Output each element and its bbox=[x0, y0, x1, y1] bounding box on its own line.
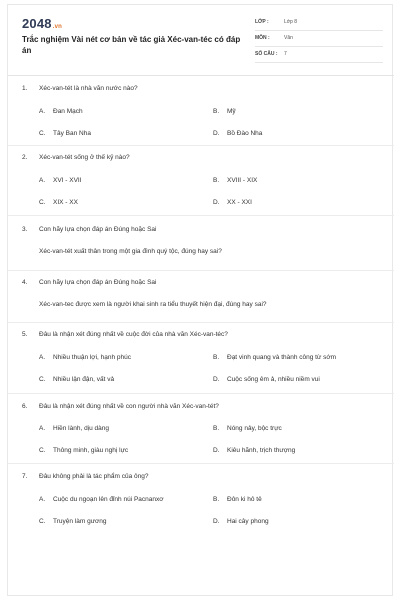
document-header bbox=[8, 5, 394, 73]
question-divider bbox=[8, 322, 394, 323]
option-text: Hiền lành, dịu dàng bbox=[53, 425, 110, 432]
option-letter: A. bbox=[39, 425, 46, 432]
question-divider bbox=[8, 215, 394, 216]
question-prompt: Xéc-van-tét là nhà văn nước nào? bbox=[39, 85, 138, 92]
option-letter: C. bbox=[39, 376, 46, 383]
option-letter: A. bbox=[39, 354, 46, 361]
meta-row-count bbox=[255, 48, 383, 63]
option-text: Nóng nảy, bộc trực bbox=[227, 425, 282, 432]
logo-suffix: .vn bbox=[52, 24, 63, 30]
option-text: Đôn ki hô tê bbox=[227, 496, 262, 503]
question-text bbox=[22, 226, 156, 233]
option-text: Nhiều lận đận, vất vả bbox=[53, 376, 115, 383]
option-b[interactable] bbox=[213, 354, 336, 361]
question-text bbox=[22, 154, 130, 161]
option-b[interactable] bbox=[213, 177, 257, 184]
option-text: Thông minh, giàu nghị lực bbox=[53, 447, 129, 454]
option-text: Truyện làm gương bbox=[53, 518, 107, 525]
question-divider bbox=[8, 145, 394, 146]
option-text: Đan Mạch bbox=[53, 108, 83, 115]
option-c[interactable] bbox=[39, 376, 114, 383]
question-prompt: Con hãy lựa chọn đáp án Đúng hoặc Sai bbox=[39, 226, 157, 233]
meta-value: Lớp 8 bbox=[284, 19, 298, 25]
option-c[interactable] bbox=[39, 199, 78, 206]
option-letter: B. bbox=[213, 354, 220, 361]
option-a[interactable] bbox=[39, 108, 83, 115]
option-letter: A. bbox=[39, 496, 46, 503]
logo-main: 2048 bbox=[22, 16, 52, 31]
option-a[interactable] bbox=[39, 425, 109, 432]
option-text: Mỹ bbox=[227, 108, 236, 115]
option-text: Hai cây phong bbox=[227, 518, 269, 525]
option-letter: C. bbox=[39, 130, 46, 137]
question-number: 5. bbox=[22, 331, 28, 338]
option-a[interactable] bbox=[39, 177, 82, 184]
question-text bbox=[22, 473, 149, 480]
option-letter: D. bbox=[213, 447, 220, 454]
question-prompt: Con hãy lựa chọn đáp án Đúng hoặc Sai bbox=[39, 279, 157, 286]
option-letter: C. bbox=[39, 518, 46, 525]
option-text: XVIII - XIX bbox=[227, 177, 258, 184]
option-d[interactable] bbox=[213, 199, 252, 206]
option-text: Tây Ban Nha bbox=[53, 130, 91, 137]
meta-label: LỚP : bbox=[255, 19, 269, 25]
option-letter: B. bbox=[213, 425, 220, 432]
option-letter: A. bbox=[39, 177, 46, 184]
true-false-statement[interactable]: Xéc-van-tét xuất thân trong một gia đình quý tộc, đúng hay sai? bbox=[39, 248, 222, 255]
option-b[interactable] bbox=[213, 425, 282, 432]
question-number: 2. bbox=[22, 154, 28, 161]
question-text bbox=[22, 403, 219, 410]
option-d[interactable] bbox=[213, 376, 320, 383]
question-prompt: Xéc-van-tét sống ở thế kỷ nào? bbox=[39, 154, 130, 161]
option-text: Cuộc sống êm ả, nhiều niềm vui bbox=[227, 376, 320, 383]
option-text: Đạt vinh quang và thành công từ sớm bbox=[227, 354, 337, 361]
question-text bbox=[22, 279, 156, 286]
meta-row-class bbox=[255, 16, 383, 31]
meta-label: SỐ CÂU : bbox=[255, 51, 278, 57]
option-letter: D. bbox=[213, 130, 220, 137]
option-text: Nhiều thuận lợi, hạnh phúc bbox=[53, 354, 131, 361]
option-letter: D. bbox=[213, 518, 220, 525]
document-page bbox=[7, 4, 393, 596]
option-c[interactable] bbox=[39, 130, 91, 137]
question-prompt: Đâu không phải là tác phẩm của ông? bbox=[39, 473, 149, 480]
option-d[interactable] bbox=[213, 447, 295, 454]
question-divider bbox=[8, 270, 394, 271]
question-text bbox=[22, 85, 138, 92]
meta-label: MÔN : bbox=[255, 35, 270, 41]
question-prompt: Đâu là nhận xét đúng nhất về cuộc đời của nhà văn Xéc-van-téc? bbox=[39, 331, 228, 338]
option-a[interactable] bbox=[39, 496, 164, 503]
option-text: Cuộc du ngoạn lên đỉnh núi Pacnanxơ bbox=[53, 496, 164, 503]
option-letter: C. bbox=[39, 199, 46, 206]
option-letter: D. bbox=[213, 376, 220, 383]
option-text: XVI - XVII bbox=[53, 177, 82, 184]
question-number: 3. bbox=[22, 226, 28, 233]
meta-value: 7 bbox=[284, 51, 287, 57]
option-b[interactable] bbox=[213, 108, 236, 115]
option-d[interactable] bbox=[213, 518, 269, 525]
option-text: Kiêu hãnh, trịch thượng bbox=[227, 447, 296, 454]
option-letter: C. bbox=[39, 447, 46, 454]
question-number: 7. bbox=[22, 473, 28, 480]
option-b[interactable] bbox=[213, 496, 262, 503]
option-d[interactable] bbox=[213, 130, 262, 137]
option-text: Bồ Đào Nha bbox=[227, 130, 263, 137]
option-letter: B. bbox=[213, 496, 220, 503]
option-letter: A. bbox=[39, 108, 46, 115]
header-divider bbox=[8, 75, 394, 76]
question-text bbox=[22, 331, 228, 338]
option-text: XIX - XX bbox=[53, 199, 78, 206]
question-number: 1. bbox=[22, 85, 28, 92]
option-a[interactable] bbox=[39, 354, 131, 361]
quiz-title: Trắc nghiệm Vài nét cơ bản về tác giả Xéc-van-téc có đáp án bbox=[22, 35, 241, 55]
question-prompt: Đâu là nhận xét đúng nhất về con người nhà văn Xéc-van-tét? bbox=[39, 403, 219, 410]
option-letter: B. bbox=[213, 108, 220, 115]
option-c[interactable] bbox=[39, 447, 128, 454]
quiz-meta bbox=[255, 16, 383, 64]
question-number: 6. bbox=[22, 403, 28, 410]
option-letter: D. bbox=[213, 199, 220, 206]
option-letter: B. bbox=[213, 177, 220, 184]
site-logo[interactable] bbox=[22, 16, 62, 31]
meta-value: Văn bbox=[284, 35, 293, 41]
meta-row-subject bbox=[255, 32, 383, 47]
option-text: XX - XXI bbox=[227, 199, 252, 206]
question-number: 4. bbox=[22, 279, 28, 286]
option-c[interactable] bbox=[39, 518, 107, 525]
question-divider bbox=[8, 463, 394, 464]
true-false-statement[interactable]: Xéc-van-tec được xem là người khai sinh ra tiểu thuyết hiện đại, đúng hay sai? bbox=[39, 301, 267, 308]
question-divider bbox=[8, 393, 394, 394]
